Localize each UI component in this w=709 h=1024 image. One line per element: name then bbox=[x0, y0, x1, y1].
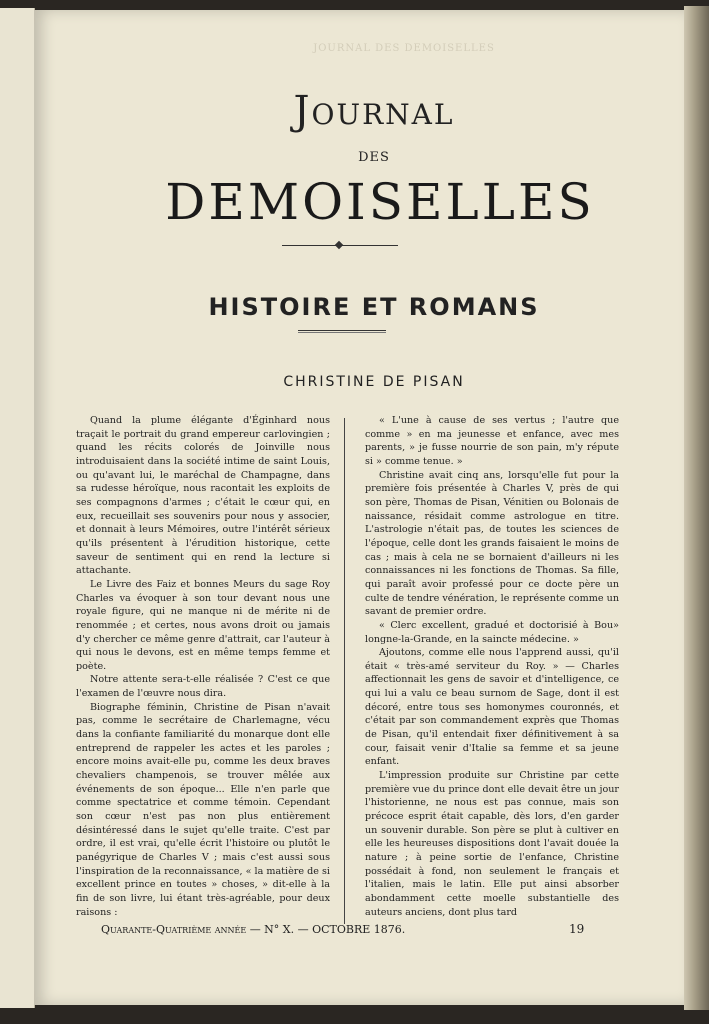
paragraph: « L'une à cause de ses vertus ; l'autre que comme » en ma jeunesse et enfance, avec mes parents, » je fusse nourrie de son pain, m'y répute si » comme tenue. » bbox=[365, 415, 619, 467]
paragraph: L'impression produite sur Christine par cette première vue du prince dont elle devait être un jour l'historienne, ne nous est pas connue, mais son précoce esprit était capable, dès lors, d'en garder un souvenir durable. Son père se plut à cultiver en elle les heureuses dispositions dont l'avait douée la nature ; à peine sortie de l'enfance, Christine possédait à fond, non seulement le français et l'italien, mais le latin. Elle put ainsi absorber abondamment cette moelle substantielle des auteurs anciens, dont plus tard bbox=[365, 770, 619, 918]
masthead-journal: Journal bbox=[293, 88, 455, 134]
paragraph: Le Livre des Faiz et bonnes Meurs du sage Roy Charles va évoquer à son tour devant nous une royale figure, qui ne manque ni de mérite ni de renommée ; et certes, nous avons droit ou jamais d'y chercher ce même genre d'attrait, car l'auteur à qui nous le devons, est en même temps femme et poète. bbox=[76, 578, 330, 672]
masthead-des: DES bbox=[358, 150, 390, 165]
left-page-edge bbox=[0, 8, 35, 1008]
right-text-column bbox=[365, 414, 619, 924]
paragraph: Christine avait cinq ans, lorsqu'elle fut pour la première fois présentée à Charles V, près de qui son père, Thomas de Pisan, Vénitien ou Bolonais de naissance, résidait comme astrologue en titre. L'astrologie n'était pas, de toutes les sciences de l'époque, celle dont les grands faisaient le moins de cas ; mais à cela ne se bornaient d'ailleurs ni les connaissances ni les fonctions de Thomas. Sa fille, qui paraît avoir professé pour ce docte père un culte de tendre vénération, le représente comme un savant de premier ordre. bbox=[365, 469, 619, 618]
paragraph: Notre attente sera-t-elle réalisée ? C'est ce que l'examen de l'œuvre nous dira. bbox=[76, 674, 330, 700]
article-title: CHRISTINE DE PISAN bbox=[283, 374, 465, 390]
paragraph: Biographe féminin, Christine de Pisan n'avait pas, comme le secrétaire de Charlemagne, vécu dans la confiante familiarité du monarque dont elle entreprend de rappeler les actes et les paroles ; encore moins avait-elle pu, comme les deux braves chevaliers champenois, se trouver mêlée aux événements de son époque... Elle n'en parle que comme spectatrice et comme témoin. Cependant son cœur n'est pas non plus entièrement désintéressé dans le sujet qu'elle traite. C'est par ordre, il est vrai, qu'elle écrit l'histoire ou plutôt le panégyrique de Charles V ; mais c'est aussi sous l'inspiration de la reconnaissance, « la matière de si excellent prince en toutes » choses, » dit-elle à la fin de son livre, lui étant très-agréable, pour deux raisons : bbox=[76, 701, 330, 918]
issue-label: — N° X. — OCTOBRE 1876. bbox=[249, 923, 406, 936]
section-title: HISTOIRE ET ROMANS bbox=[208, 293, 540, 321]
masthead-demoiselles: DEMOISELLES bbox=[165, 173, 595, 231]
paragraph: Ajoutons, comme elle nous l'apprend aussi, qu'il était « très-amé serviteur du Roy. » — Charles affectionnait les gens de savoir et d'intelligence, ce qui lui a valu ce beau surnom de Sage, dont il est décoré, entre tous ses homonymes couronnés, et c'était par son commandement exprès que Thomas de Pisan, qu'il entendait fixer définitivement à sa cour, faisait venir d'Italie sa femme et sa jeune enfant. bbox=[365, 647, 619, 768]
show-through-running-head: JOURNAL DES DEMOISELLES bbox=[313, 43, 495, 54]
masthead-rule-ornament bbox=[335, 241, 343, 249]
journal-page bbox=[34, 10, 684, 1005]
column-divider bbox=[344, 418, 345, 924]
edition-label: Quarante-Quatrième année bbox=[101, 923, 247, 936]
page-footer bbox=[101, 923, 405, 936]
section-rule-shadow bbox=[298, 332, 386, 333]
section-rule bbox=[298, 330, 386, 331]
paragraph: Quand la plume élégante d'Éginhard nous traçait le portrait du grand empereur carlovingien ; quand les récits colorés de Joinville nous introduisaient dans la société intime de saint Louis, ou qu'avant lui, le maréchal de Champagne, dans sa rudesse héroïque, nous racontait les exploits de ses compagnons d'armes ; c'était le cœur qui, en eux, recueillait ses souvenirs pour nous y associer, et donnait à leurs Mémoires, outre l'intérêt sérieux qu'ils présentent à l'érudition historique, cette saveur de sentiment qui en rend la lecture si attachante. bbox=[76, 415, 330, 577]
page-number: 19 bbox=[569, 922, 585, 936]
left-text-column bbox=[76, 414, 330, 924]
paragraph: « Clerc excellent, gradué et doctorisié à Bou» longne-la-Grande, en la saincte médecine. » bbox=[365, 619, 619, 645]
